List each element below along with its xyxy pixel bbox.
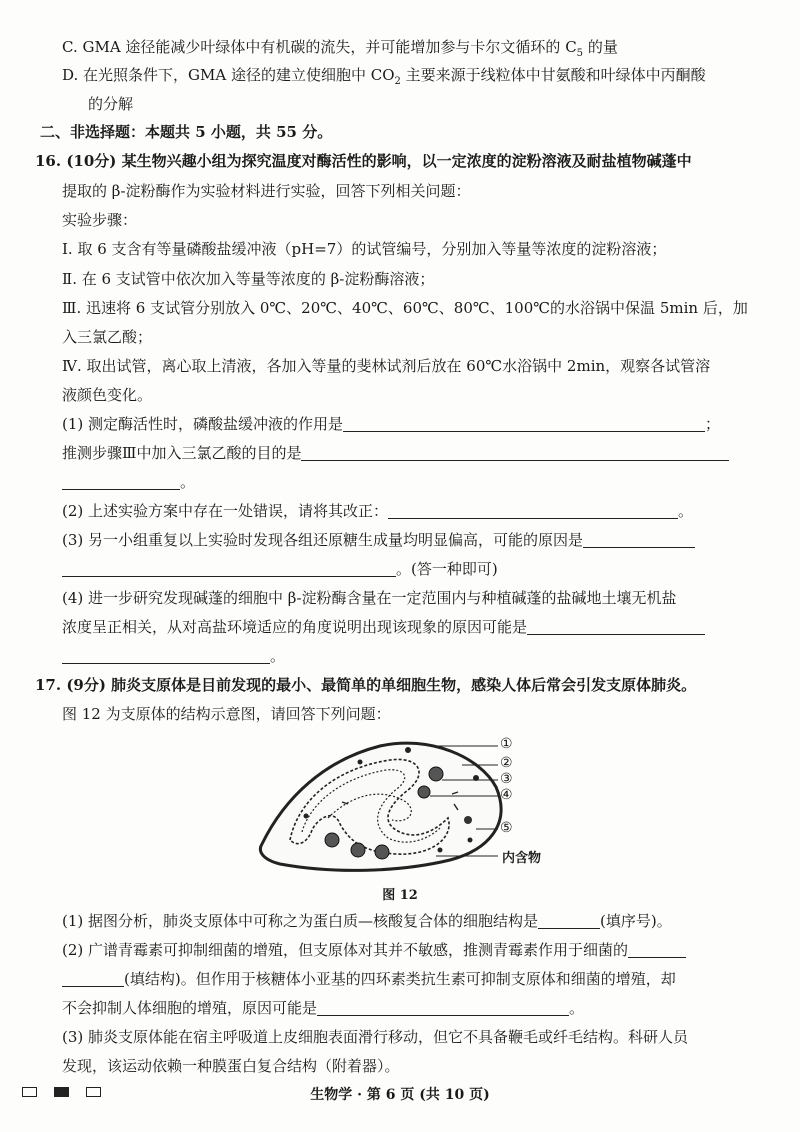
- answer-blank[interactable]: [527, 618, 705, 635]
- q16-step3: Ⅲ. 迅速将 6 支试管分别放入 0℃、20℃、40℃、60℃、80℃、100℃的水浴锅中保温 5min 后，加: [62, 299, 748, 317]
- q17-part2: (2) 广谱青霉素可抑制细菌的增殖，但支原体对其并不敏感，推测青霉素作用于细菌的: [62, 939, 750, 961]
- q16-step2: Ⅱ. 在 6 支试管中依次加入等量等浓度的 β-淀粉酶溶液；: [62, 270, 435, 288]
- q16-part3: (3) 另一小组重复以上实验时发现各组还原糖生成量均明显偏高，可能的原因是: [62, 529, 750, 551]
- ribosome: [464, 816, 472, 824]
- q16-part1-b: 推测步骤Ⅲ中加入三氯乙酸的目的是: [62, 442, 750, 464]
- granule: [358, 760, 363, 765]
- q16-part1-c: 。: [62, 471, 750, 493]
- figure-caption: 图 12: [382, 888, 418, 903]
- q16-step4: Ⅳ. 取出试管，离心取上清液，各加入等量的斐林试剂后放在 60℃水浴锅中 2min，观察各试管溶: [62, 357, 711, 375]
- ribosome: [375, 845, 389, 859]
- q16-step1: Ⅰ. 取 6 支含有等量磷酸盐缓冲液（pH=7）的试管编号，分别加入等量等浓度的淀粉溶液；: [62, 240, 667, 258]
- q16-intro-2: 提取的 β-淀粉酶作为实验材料进行实验，回答下列相关问题：: [62, 182, 471, 200]
- answer-blank[interactable]: [538, 912, 600, 929]
- answer-blank[interactable]: [388, 502, 678, 519]
- option-d-line2: 的分解: [88, 95, 134, 113]
- granule: [304, 814, 309, 819]
- q17-part2-b: (填结构)。但作用于核糖体小亚基的四环素类抗生素可抑制支原体和细菌的增殖，却: [62, 968, 750, 990]
- answer-blank[interactable]: [343, 415, 705, 432]
- q17-part2-c: 不会抑制人体细胞的增殖，原因可能是 。: [62, 999, 585, 1017]
- page-footer: 生物学 · 第 6 页 (共 10 页): [310, 1087, 490, 1103]
- label-3: ③: [500, 771, 513, 787]
- q17-part1: (1) 据图分析，肺炎支原体中可称之为蛋白质—核酸复合体的细胞结构是 (填序号)。: [62, 912, 672, 930]
- q16-part1: (1) 测定酶活性时，磷酸盐缓冲液的作用是 ；: [62, 415, 721, 433]
- granule: [468, 838, 473, 843]
- label-inclusion: 内含物: [502, 851, 542, 866]
- q17-part3-b: 发现，该运动依赖一种膜蛋白复合结构（附着器）。: [62, 1057, 400, 1075]
- q17-intro-2: 图 12 为支原体的结构示意图，请回答下列问题：: [62, 705, 391, 723]
- q16-intro: 16. (10分) 某生物兴趣小组为探究温度对酶活性的影响，以一定浓度的淀粉溶液及耐盐植物碱蓬中: [35, 152, 692, 170]
- q16-part4-b: 浓度呈正相关，从对高盐环境适应的角度说明出现该现象的原因可能是: [62, 616, 750, 638]
- q16-part3-b: 。(答一种即可): [62, 558, 750, 580]
- q16-part4-c: 。: [62, 645, 750, 667]
- answer-blank[interactable]: [62, 473, 180, 490]
- ribosome: [351, 843, 365, 857]
- q17-intro: 17. (9分) 肺炎支原体是目前发现的最小、最简单的单细胞生物，感染人体后常会引发支原体肺炎。: [35, 676, 697, 694]
- q16-part2: (2) 上述实验方案中存在一处错误，请将其改正： 。: [62, 502, 694, 520]
- q17-part3: (3) 肺炎支原体能在宿主呼吸道上皮细胞表面滑行移动，但它不具备鞭毛或纤毛结构。科研人员: [62, 1028, 689, 1046]
- answer-blank[interactable]: [317, 999, 569, 1016]
- q16-step3-cont: 入三氯乙酸；: [62, 328, 153, 346]
- answer-blank[interactable]: [62, 647, 270, 664]
- granule: [438, 848, 443, 853]
- q16-part4: (4) 进一步研究发现碱蓬的细胞中 β-淀粉酶含量在一定范围内与种植碱蓬的盐碱地土壤无机盐: [62, 589, 677, 607]
- q16-steps-label: 实验步骤：: [62, 211, 138, 229]
- answer-blank[interactable]: [62, 560, 396, 577]
- answer-blank[interactable]: [583, 531, 695, 548]
- option-d: D. 在光照条件下，GMA 途径的建立使细胞中 $CO_2$ 主要来源于线粒体中甘氨酸和叶绿体中丙酮酸: [62, 66, 706, 87]
- label-4: ④: [500, 787, 513, 803]
- answer-blank[interactable]: [62, 970, 124, 987]
- ribosome: [418, 786, 430, 798]
- option-c: C. GMA 途径能减少叶绿体中有机碳的流失，并可能增加参与卡尔文循环的 $C_5$ 的量: [62, 38, 618, 59]
- granule: [405, 747, 411, 753]
- section-title: 二、非选择题：本题共 5 小题，共 55 分。: [40, 123, 333, 141]
- label-2: ②: [500, 755, 513, 771]
- ribosome: [325, 833, 339, 847]
- answer-blank[interactable]: [301, 444, 729, 461]
- ribosome: [429, 767, 443, 781]
- label-5: ⑤: [500, 820, 513, 836]
- q16-step4-cont: 液颜色变化。: [62, 386, 153, 404]
- label-1: ①: [500, 736, 513, 752]
- answer-blank[interactable]: [628, 941, 686, 958]
